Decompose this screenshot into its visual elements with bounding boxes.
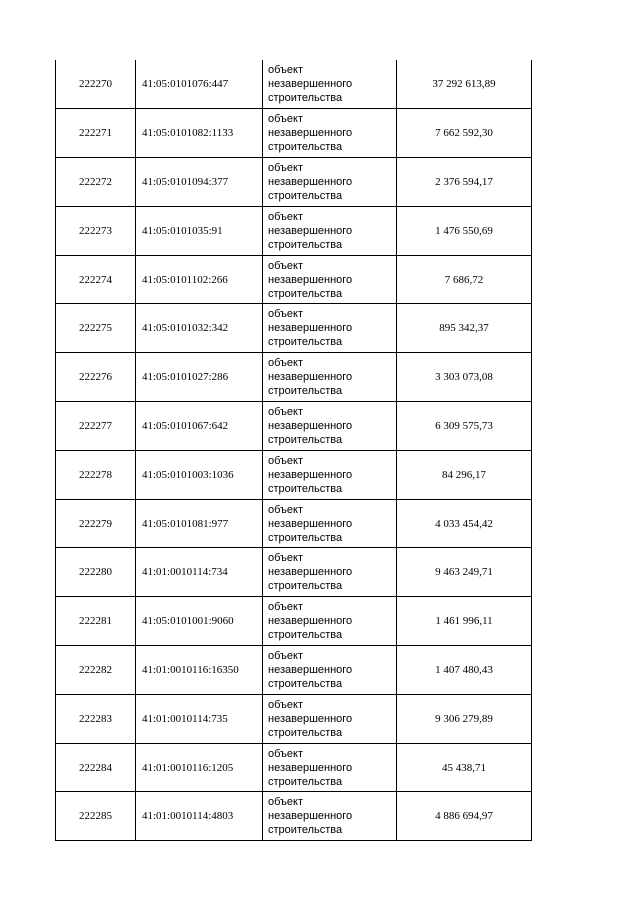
table-row (56, 499, 532, 548)
cadastral-value: 3 303 073,08 (397, 353, 532, 402)
object-type (263, 792, 397, 841)
row-number: 222279 (56, 499, 136, 548)
table-row (56, 353, 532, 402)
row-number: 222276 (56, 353, 136, 402)
row-number: 222271 (56, 109, 136, 158)
cadastral-number: 41:05:0101102:266 (136, 255, 263, 304)
object-type-line: незавершенного (268, 127, 353, 140)
table-row (56, 255, 532, 304)
cadastral-value: 4 886 694,97 (397, 792, 532, 841)
object-type-line: незавершенного (268, 322, 353, 335)
cadastral-value: 9 306 279,89 (397, 694, 532, 743)
object-type (263, 158, 397, 207)
object-type-line: строительства (268, 287, 343, 300)
cadastral-number: 41:05:0101001:9060 (136, 597, 263, 646)
table-row (56, 60, 532, 109)
object-type-line: строительства (268, 141, 343, 154)
object-type (263, 694, 397, 743)
object-type-line: строительства (268, 482, 343, 495)
cadastral-value: 9 463 249,71 (397, 548, 532, 597)
object-type-line: незавершенного (268, 517, 353, 530)
cadastral-number: 41:05:0101003:1036 (136, 450, 263, 499)
cadastral-number: 41:05:0101035:91 (136, 206, 263, 255)
object-type-line: незавершенного (268, 224, 353, 237)
cadastral-number: 41:01:0010114:4803 (136, 792, 263, 841)
cadastral-number: 41:05:0101067:642 (136, 402, 263, 451)
object-type (263, 206, 397, 255)
table-row (56, 548, 532, 597)
object-type (263, 304, 397, 353)
object-type-line: строительства (268, 385, 343, 398)
row-number: 222285 (56, 792, 136, 841)
object-type (263, 109, 397, 158)
table-row (56, 304, 532, 353)
cadastral-number: 41:05:0101027:286 (136, 353, 263, 402)
registry-table (55, 60, 532, 841)
row-number: 222278 (56, 450, 136, 499)
object-type-line: объект (268, 308, 304, 321)
cadastral-value: 1 476 550,69 (397, 206, 532, 255)
object-type (263, 60, 397, 109)
object-type-line: незавершенного (268, 273, 353, 286)
object-type-line: строительства (268, 677, 343, 690)
object-type-line: строительства (268, 726, 343, 739)
cadastral-number: 41:05:0101076:447 (136, 60, 263, 109)
object-type-line: незавершенного (268, 419, 353, 432)
cadastral-number: 41:01:0010116:1205 (136, 743, 263, 792)
row-number: 222284 (56, 743, 136, 792)
object-type (263, 597, 397, 646)
cadastral-value: 84 296,17 (397, 450, 532, 499)
table-row (56, 158, 532, 207)
row-number: 222277 (56, 402, 136, 451)
table-row (56, 402, 532, 451)
row-number: 222283 (56, 694, 136, 743)
object-type-line: объект (268, 601, 304, 614)
cadastral-value: 7 662 592,30 (397, 109, 532, 158)
row-number: 222281 (56, 597, 136, 646)
table-row (56, 694, 532, 743)
cadastral-value: 1 461 996,11 (397, 597, 532, 646)
cadastral-number: 41:05:0101094:377 (136, 158, 263, 207)
object-type-line: незавершенного (268, 810, 353, 823)
object-type-line: строительства (268, 824, 343, 837)
cadastral-value: 7 686,72 (397, 255, 532, 304)
row-number: 222274 (56, 255, 136, 304)
object-type (263, 450, 397, 499)
object-type-line: строительства (268, 580, 343, 593)
cadastral-value: 45 438,71 (397, 743, 532, 792)
table-row (56, 743, 532, 792)
object-type-line: незавершенного (268, 175, 353, 188)
object-type (263, 548, 397, 597)
table-row (56, 109, 532, 158)
table-row (56, 450, 532, 499)
row-number: 222280 (56, 548, 136, 597)
object-type-line: строительства (268, 629, 343, 642)
object-type-line: незавершенного (268, 663, 353, 676)
object-type-line: строительства (268, 775, 343, 788)
cadastral-value: 895 342,37 (397, 304, 532, 353)
document-page (55, 60, 516, 841)
object-type-line: незавершенного (268, 712, 353, 725)
object-type-line: объект (268, 698, 304, 711)
object-type (263, 743, 397, 792)
object-type-line: строительства (268, 531, 343, 544)
object-type-line: незавершенного (268, 566, 353, 579)
row-number: 222275 (56, 304, 136, 353)
cadastral-number: 41:01:0010114:735 (136, 694, 263, 743)
object-type (263, 353, 397, 402)
object-type (263, 255, 397, 304)
object-type-line: незавершенного (268, 468, 353, 481)
object-type-line: строительства (268, 189, 343, 202)
cadastral-number: 41:05:0101081:977 (136, 499, 263, 548)
object-type (263, 402, 397, 451)
object-type-line: строительства (268, 92, 343, 105)
table-row (56, 597, 532, 646)
registry-table-body (56, 60, 532, 841)
object-type-line: объект (268, 64, 304, 77)
object-type (263, 646, 397, 695)
object-type-line: объект (268, 454, 304, 467)
row-number: 222272 (56, 158, 136, 207)
row-number: 222273 (56, 206, 136, 255)
cadastral-number: 41:05:0101082:1133 (136, 109, 263, 158)
object-type-line: объект (268, 113, 304, 126)
object-type-line: незавершенного (268, 371, 353, 384)
row-number: 222270 (56, 60, 136, 109)
object-type-line: объект (268, 357, 304, 370)
table-row (56, 792, 532, 841)
object-type-line: строительства (268, 238, 343, 251)
object-type-line: объект (268, 405, 304, 418)
cadastral-value: 37 292 613,89 (397, 60, 532, 109)
object-type-line: объект (268, 796, 304, 809)
object-type-line: строительства (268, 336, 343, 349)
row-number: 222282 (56, 646, 136, 695)
object-type (263, 499, 397, 548)
object-type-line: объект (268, 552, 304, 565)
object-type-line: объект (268, 649, 304, 662)
cadastral-number: 41:01:0010116:16350 (136, 646, 263, 695)
object-type-line: объект (268, 503, 304, 516)
object-type-line: объект (268, 161, 304, 174)
object-type-line: объект (268, 747, 304, 760)
object-type-line: незавершенного (268, 78, 353, 91)
object-type-line: незавершенного (268, 761, 353, 774)
object-type-line: строительства (268, 433, 343, 446)
table-row (56, 646, 532, 695)
object-type-line: объект (268, 259, 304, 272)
cadastral-value: 4 033 454,42 (397, 499, 532, 548)
object-type-line: незавершенного (268, 615, 353, 628)
cadastral-value: 2 376 594,17 (397, 158, 532, 207)
table-row (56, 206, 532, 255)
object-type-line: объект (268, 210, 304, 223)
cadastral-number: 41:01:0010114:734 (136, 548, 263, 597)
cadastral-value: 6 309 575,73 (397, 402, 532, 451)
cadastral-number: 41:05:0101032:342 (136, 304, 263, 353)
cadastral-value: 1 407 480,43 (397, 646, 532, 695)
